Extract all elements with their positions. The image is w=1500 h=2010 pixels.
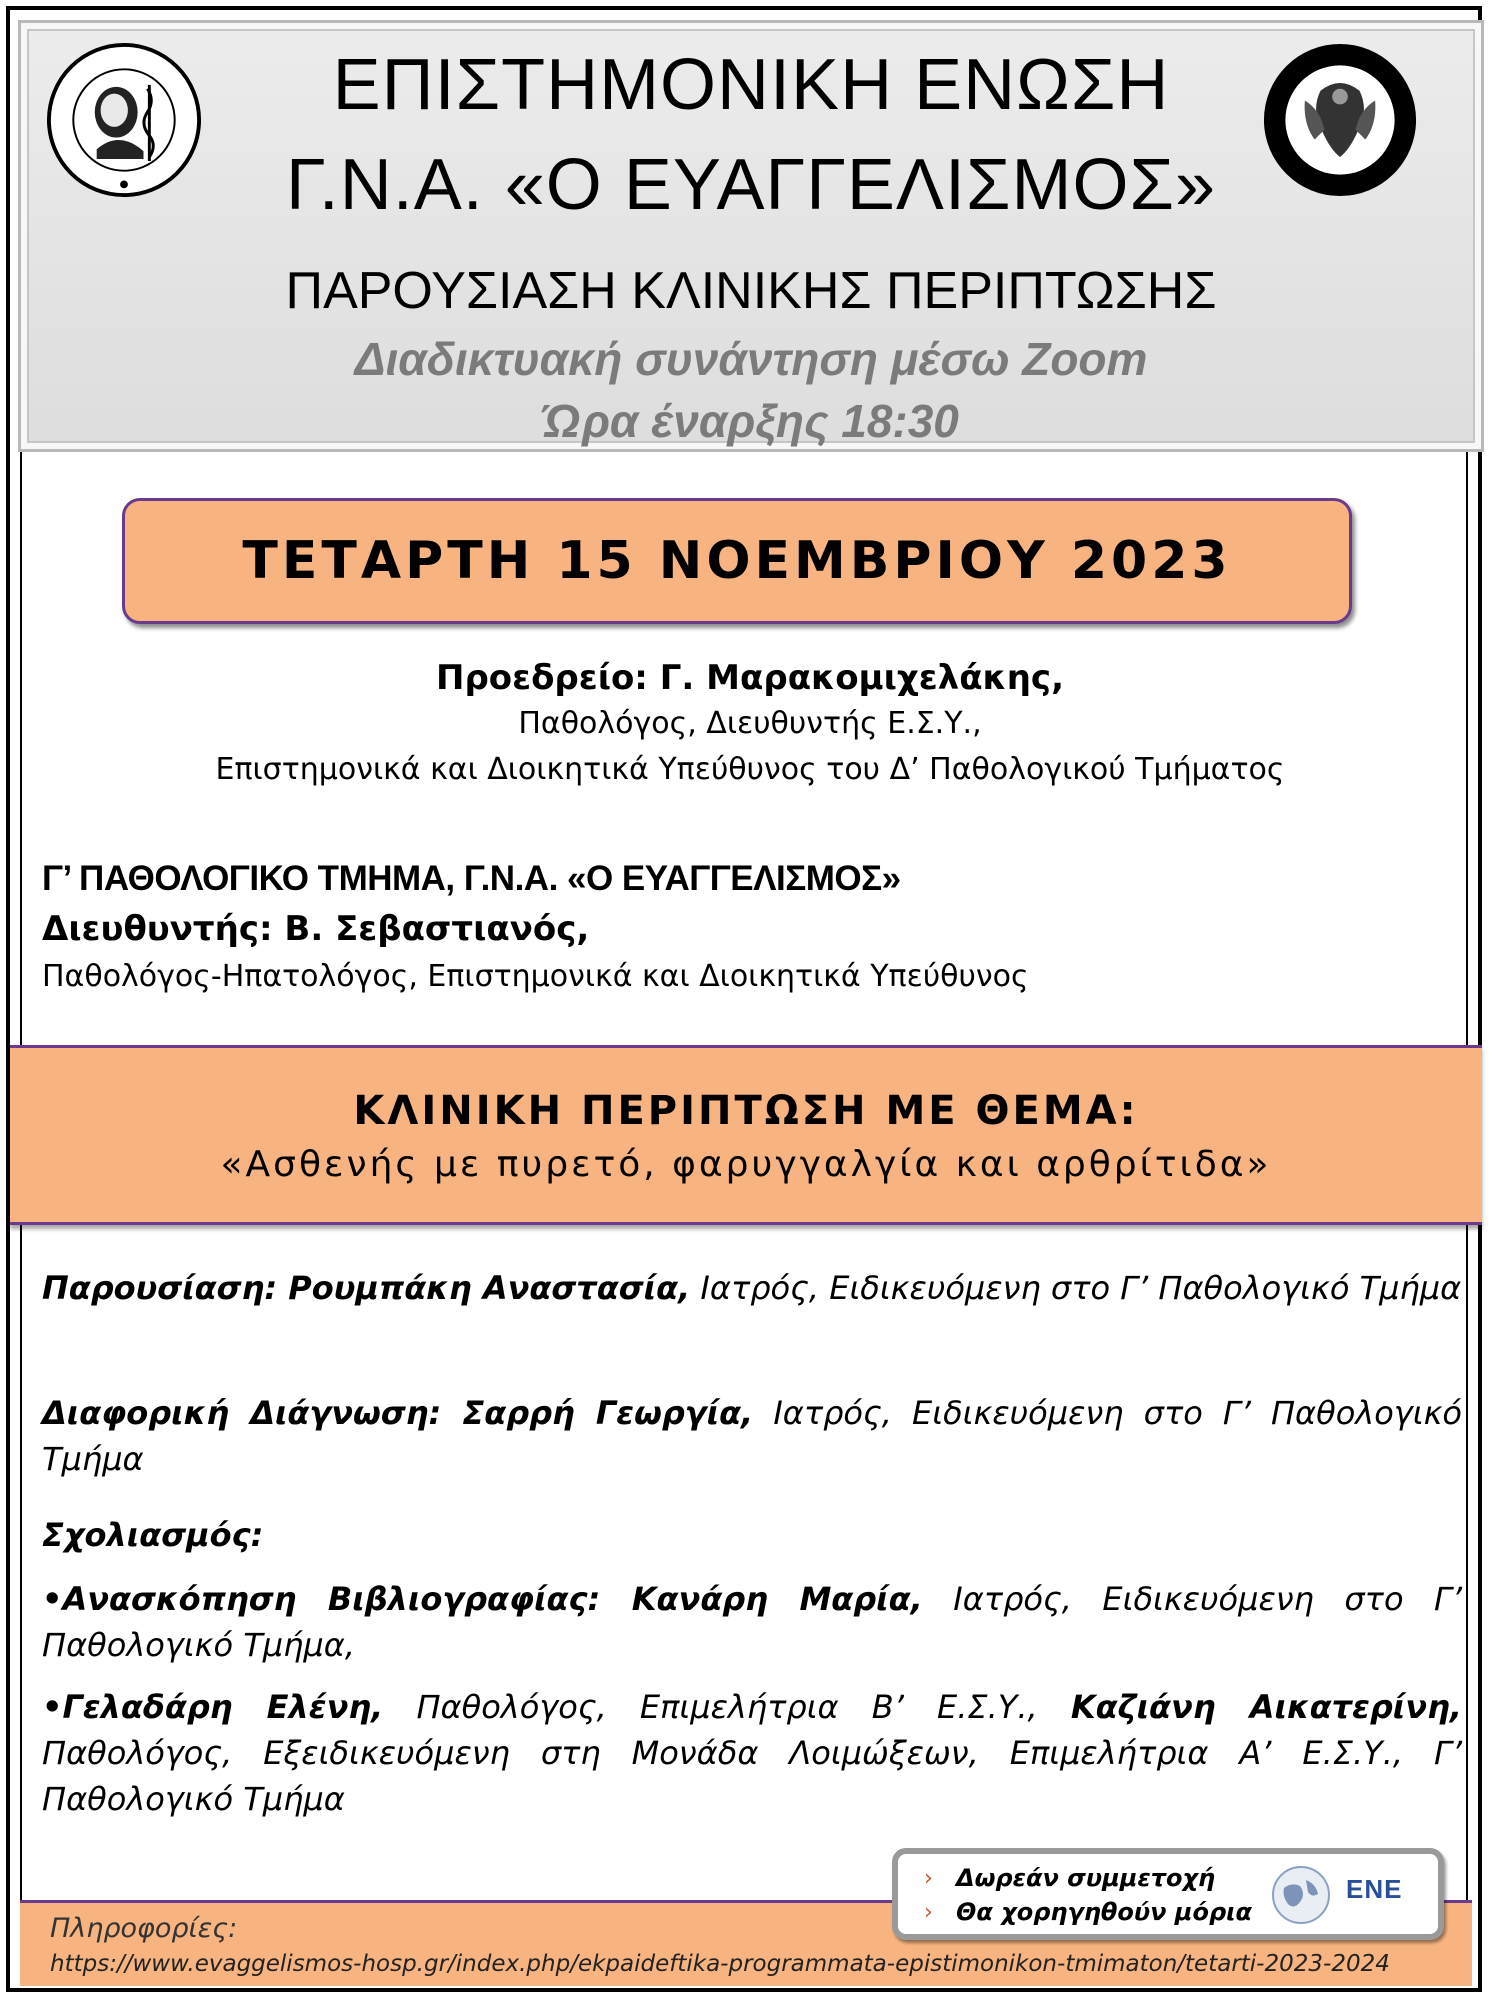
header-title-line1: ΕΠΙΣΤΗΜΟΝΙΚΗ ΕΝΩΣΗ bbox=[332, 45, 1170, 125]
free-participation: Δωρεάν συμμετοχή bbox=[956, 1864, 1216, 1892]
review-label: •Ανασκόπηση Βιβλιογραφίας: Κανάρη Μαρία, bbox=[42, 1580, 923, 1618]
credits-awarded: Θα χορηγηθούν μόρια bbox=[956, 1898, 1252, 1926]
participation-badge bbox=[892, 1848, 1444, 1940]
presidium-name: Προεδρείο: Γ. Μαρακομιχελάκης, bbox=[436, 658, 1064, 698]
presidium-role-1: Παθολόγος, Διευθυντής Ε.Σ.Υ., bbox=[518, 706, 982, 741]
presentation-paragraph bbox=[42, 1265, 1462, 1311]
start-time: Ώρα έναρξης 18:30 bbox=[543, 395, 959, 447]
commentator-2-name: Καζιάνη Αικατερίνη, bbox=[1070, 1688, 1463, 1726]
commentator-1-role: Παθολόγος, Επιμελήτρια Β’ Ε.Σ.Υ., bbox=[383, 1688, 1071, 1726]
evangelismos-hospital-seal-icon bbox=[1262, 42, 1418, 198]
header-panel bbox=[18, 20, 1484, 452]
chevron-right-icon: › bbox=[924, 1866, 933, 1891]
chevron-right-icon: › bbox=[924, 1900, 933, 1925]
review-text: Ιατρός, Ειδικευόμενη στο Γ’ Παθολογικό Τμήμα, bbox=[42, 1580, 1463, 1664]
info-url-link[interactable]: https://www.evaggelismos-hosp.gr/index.php/ekpaideftika-programmata-epistimonikon-tmimaton/tetarti-2023-2024 bbox=[50, 1951, 1390, 1977]
department-director-role: Παθολόγος-Ηπατολόγος, Επιστημονικά και Διοικητικά Υπεύθυνος bbox=[42, 959, 1029, 994]
info-label: Πληροφορίες: bbox=[50, 1913, 238, 1944]
topic-title: ΚΛΙΝΙΚΗ ΠΕΡΙΠΤΩΣΗ ΜΕ ΘΕΜΑ: bbox=[353, 1088, 1139, 1134]
commentators-paragraph bbox=[42, 1684, 1462, 1822]
diagnosis-paragraph bbox=[42, 1390, 1462, 1482]
event-date-banner bbox=[122, 498, 1352, 624]
presentation-label: Παρουσίαση: Ρουμπάκη Αναστασία, bbox=[42, 1269, 691, 1307]
topic-subject: «Ασθενής με πυρετό, φαρυγγαλγία και αρθρίτιδα» bbox=[220, 1144, 1272, 1185]
comments-heading-line bbox=[42, 1512, 1462, 1558]
header-title-line2: Γ.Ν.Α. «Ο ΕΥΑΓΓΕΛΙΣΜΟΣ» bbox=[285, 145, 1217, 225]
diagnosis-label: Διαφορική Διάγνωση: Σαρρή Γεωργία, bbox=[42, 1394, 754, 1432]
review-paragraph bbox=[42, 1576, 1462, 1668]
comments-label: Σχολιασμός: bbox=[42, 1516, 264, 1554]
presidium-role-2: Επιστημονικά και Διοικητικά Υπεύθυνος του Δ’ Παθολογικού Τμήματος bbox=[215, 752, 1285, 787]
event-date: ΤΕΤΑΡΤΗ 15 ΝΟΕΜΒΡΙΟΥ 2023 bbox=[242, 531, 1232, 591]
topic-banner bbox=[10, 1045, 1482, 1225]
ene-logo: ΕΝΕ bbox=[1346, 1874, 1403, 1904]
scientific-union-seal-icon bbox=[46, 42, 202, 198]
diagnosis-text: Ιατρός, Ειδικευόμενη στο Γ’ Παθολογικό Τμήμα bbox=[42, 1394, 1463, 1478]
commentator-1-name: •Γελαδάρη Ελένη, bbox=[42, 1688, 384, 1726]
department-director: Διευθυντής: Β. Σεβαστιανός, bbox=[42, 909, 590, 949]
presidium-block bbox=[0, 655, 1500, 793]
presentation-text: Ιατρός, Ειδικευόμενη στο Γ’ Παθολογικό Τμήμα bbox=[690, 1269, 1462, 1307]
department-title: Γ’ ΠΑΘΟΛΟΓΙΚΟ ΤΜΗΜΑ, Γ.Ν.Α. «Ο ΕΥΑΓΓΕΛΙΣΜΟΣ» bbox=[42, 859, 901, 898]
commentator-2-role: Παθολόγος, Εξειδικευόμενη στη Μονάδα Λοιμώξεων, Επιμελήτρια Α’ Ε.Σ.Υ., Γ’ Παθολογικό Τμήμα bbox=[42, 1734, 1462, 1818]
header-subtitle: ΠΑΡΟΥΣΙΑΣΗ ΚΛΙΝΙΚΗΣ ΠΕΡΙΠΤΩΣΗΣ bbox=[285, 262, 1217, 320]
greece-globe-icon bbox=[1270, 1864, 1332, 1926]
department-block bbox=[42, 854, 1462, 1000]
meeting-mode: Διαδικτυακή συνάντηση μέσω Zoom bbox=[354, 333, 1148, 385]
